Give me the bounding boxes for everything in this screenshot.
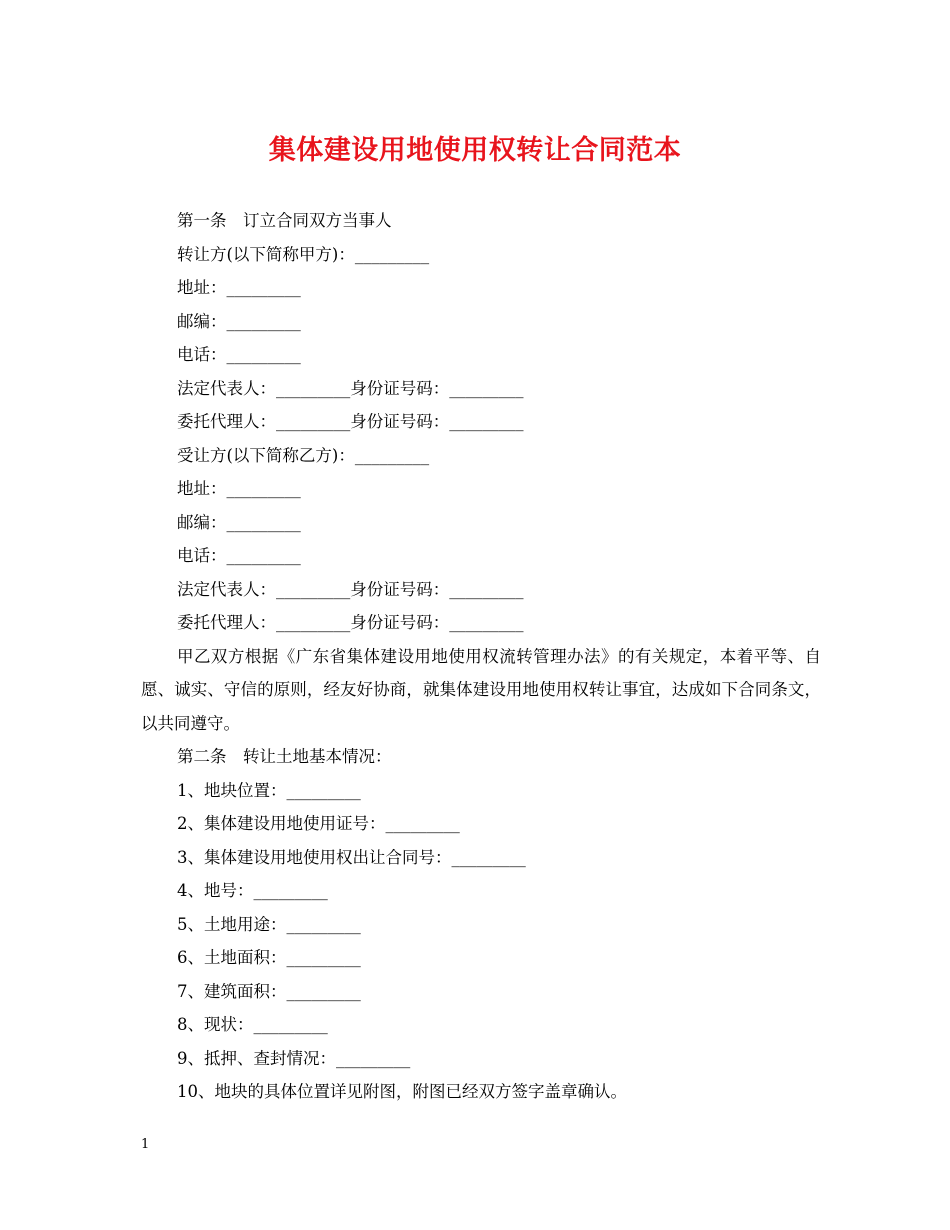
site-map-note-line: 10、地块的具体位置详见附图，附图已经双方签字盖章确认。 bbox=[177, 1082, 627, 1101]
transferor-postcode-line: 邮编：_________ bbox=[177, 311, 301, 331]
current-status-line: 8、现状：_________ bbox=[177, 1015, 328, 1034]
mortgage-seizure-line: 9、抵押、查封情况：_________ bbox=[177, 1048, 411, 1068]
page-number: 1 bbox=[141, 1137, 150, 1152]
transferor-legal-rep-line: 法定代表人：_________身份证号码：_________ bbox=[177, 378, 524, 398]
transferee-address-line: 地址：_________ bbox=[177, 479, 301, 498]
transferor-agent-line: 委托代理人：_________身份证号码：_________ bbox=[177, 412, 524, 431]
land-certificate-line: 2、集体建设用地使用证号：_________ bbox=[177, 814, 460, 833]
document-body bbox=[141, 204, 821, 1109]
land-area-line: 6、土地面积：_________ bbox=[177, 948, 361, 967]
transferee-agent-line: 委托代理人：_________身份证号码：_________ bbox=[177, 613, 524, 632]
land-number-line: 4、地号：_________ bbox=[177, 881, 328, 900]
transferee-phone-line: 电话：_________ bbox=[177, 546, 301, 565]
transfer-contract-number-line: 3、集体建设用地使用权出让合同号：_________ bbox=[177, 847, 526, 867]
preamble-paragraph: 甲乙双方根据《广东省集体建设用地使用权流转管理办法》的有关规定，本着平等、自愿、诚实、守信的原则，经友好协商，就集体建设用地使用权转让事宜，达成如下合同条文，以共同遵守。 bbox=[141, 646, 821, 733]
transferor-address-line: 地址：_________ bbox=[177, 278, 301, 297]
transferor-phone-line: 电话：_________ bbox=[177, 345, 301, 364]
transferee-line: 受让方(以下简称乙方)：_________ bbox=[177, 445, 430, 465]
building-area-line: 7、建筑面积：_________ bbox=[177, 981, 361, 1001]
transferee-postcode-line: 邮编：_________ bbox=[177, 512, 301, 532]
article-2-heading: 第二条 转让土地基本情况： bbox=[177, 747, 392, 766]
document-title: 集体建设用地使用权转让合同范本 bbox=[268, 135, 682, 166]
transferee-legal-rep-line: 法定代表人：_________身份证号码：_________ bbox=[177, 579, 524, 599]
land-use-line: 5、土地用途：_________ bbox=[177, 914, 361, 934]
land-location-line: 1、地块位置：_________ bbox=[177, 780, 361, 800]
article-1-heading: 第一条 订立合同双方当事人 bbox=[177, 211, 392, 230]
transferor-line: 转让方(以下简称甲方)：_________ bbox=[177, 244, 430, 264]
